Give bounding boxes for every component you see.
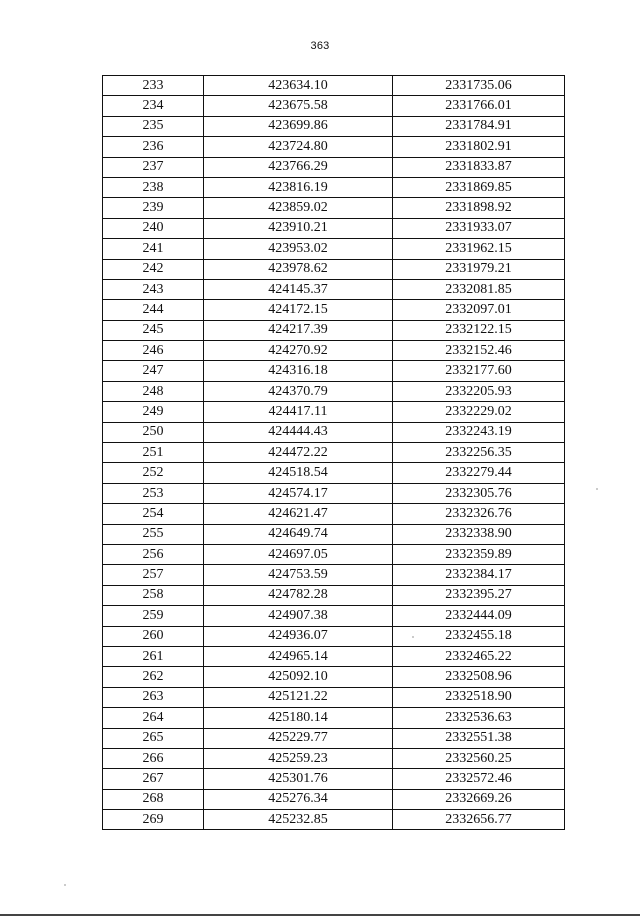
point-number-cell: 237	[103, 157, 204, 177]
point-number-cell: 268	[103, 789, 204, 809]
point-number-cell: 257	[103, 565, 204, 585]
table-row	[103, 626, 565, 646]
x-coordinate-cell: 423724.80	[204, 137, 393, 157]
x-coordinate-cell: 424574.17	[204, 483, 393, 503]
x-coordinate-cell: 424417.11	[204, 402, 393, 422]
x-coordinate-cell: 424782.28	[204, 585, 393, 605]
point-number-cell: 267	[103, 769, 204, 789]
table-row	[103, 483, 565, 503]
table-row	[103, 177, 565, 197]
x-coordinate-cell: 424444.43	[204, 422, 393, 442]
table-row	[103, 504, 565, 524]
point-number-cell: 264	[103, 708, 204, 728]
point-number-cell: 243	[103, 279, 204, 299]
point-number-cell: 250	[103, 422, 204, 442]
y-coordinate-cell: 2331979.21	[393, 259, 565, 279]
x-coordinate-cell: 424621.47	[204, 504, 393, 524]
point-number-cell: 246	[103, 341, 204, 361]
table-row	[103, 646, 565, 666]
x-coordinate-cell: 424965.14	[204, 646, 393, 666]
x-coordinate-cell: 423910.21	[204, 218, 393, 238]
point-number-cell: 235	[103, 116, 204, 136]
x-coordinate-cell: 424217.39	[204, 320, 393, 340]
point-number-cell: 248	[103, 381, 204, 401]
table-row	[103, 279, 565, 299]
point-number-cell: 247	[103, 361, 204, 381]
y-coordinate-cell: 2332081.85	[393, 279, 565, 299]
y-coordinate-cell: 2331802.91	[393, 137, 565, 157]
table-row	[103, 544, 565, 564]
table-row	[103, 687, 565, 707]
x-coordinate-cell: 424316.18	[204, 361, 393, 381]
x-coordinate-cell: 424145.37	[204, 279, 393, 299]
point-number-cell: 251	[103, 443, 204, 463]
point-number-cell: 263	[103, 687, 204, 707]
y-coordinate-cell: 2332508.96	[393, 667, 565, 687]
x-coordinate-cell: 425229.77	[204, 728, 393, 748]
y-coordinate-cell: 2332338.90	[393, 524, 565, 544]
x-coordinate-cell: 425180.14	[204, 708, 393, 728]
table-row	[103, 96, 565, 116]
point-number-cell: 253	[103, 483, 204, 503]
x-coordinate-cell: 425276.34	[204, 789, 393, 809]
y-coordinate-cell: 2332551.38	[393, 728, 565, 748]
table-row	[103, 320, 565, 340]
y-coordinate-cell: 2332465.22	[393, 646, 565, 666]
y-coordinate-cell: 2332572.46	[393, 769, 565, 789]
table-row	[103, 259, 565, 279]
scan-speck	[596, 488, 598, 490]
table-row	[103, 443, 565, 463]
y-coordinate-cell: 2332229.02	[393, 402, 565, 422]
y-coordinate-cell: 2331735.06	[393, 76, 565, 96]
point-number-cell: 233	[103, 76, 204, 96]
x-coordinate-cell: 424172.15	[204, 300, 393, 320]
x-coordinate-cell: 424518.54	[204, 463, 393, 483]
point-number-cell: 242	[103, 259, 204, 279]
y-coordinate-cell: 2331784.91	[393, 116, 565, 136]
point-number-cell: 262	[103, 667, 204, 687]
x-coordinate-cell: 423953.02	[204, 239, 393, 259]
point-number-cell: 254	[103, 504, 204, 524]
point-number-cell: 258	[103, 585, 204, 605]
y-coordinate-cell: 2331833.87	[393, 157, 565, 177]
point-number-cell: 265	[103, 728, 204, 748]
table-row	[103, 198, 565, 218]
x-coordinate-cell: 423634.10	[204, 76, 393, 96]
y-coordinate-cell: 2331869.85	[393, 177, 565, 197]
table-row	[103, 565, 565, 585]
x-coordinate-cell: 423978.62	[204, 259, 393, 279]
table-row	[103, 381, 565, 401]
y-coordinate-cell: 2332455.18	[393, 626, 565, 646]
table-row	[103, 748, 565, 768]
table-row	[103, 585, 565, 605]
point-number-cell: 259	[103, 606, 204, 626]
y-coordinate-cell: 2332152.46	[393, 341, 565, 361]
y-coordinate-cell: 2332395.27	[393, 585, 565, 605]
table-row	[103, 463, 565, 483]
y-coordinate-cell: 2332359.89	[393, 544, 565, 564]
x-coordinate-cell: 423699.86	[204, 116, 393, 136]
point-number-cell: 239	[103, 198, 204, 218]
y-coordinate-cell: 2332656.77	[393, 810, 565, 830]
bottom-page-edge	[0, 914, 640, 916]
table-row	[103, 341, 565, 361]
x-coordinate-cell: 425232.85	[204, 810, 393, 830]
table-row	[103, 810, 565, 830]
coordinates-table-body	[103, 76, 565, 830]
x-coordinate-cell: 424649.74	[204, 524, 393, 544]
point-number-cell: 236	[103, 137, 204, 157]
table-row	[103, 300, 565, 320]
x-coordinate-cell: 425301.76	[204, 769, 393, 789]
point-number-cell: 244	[103, 300, 204, 320]
y-coordinate-cell: 2332305.76	[393, 483, 565, 503]
point-number-cell: 238	[103, 177, 204, 197]
y-coordinate-cell: 2331962.15	[393, 239, 565, 259]
point-number-cell: 255	[103, 524, 204, 544]
y-coordinate-cell: 2332518.90	[393, 687, 565, 707]
point-number-cell: 261	[103, 646, 204, 666]
point-number-cell: 252	[103, 463, 204, 483]
point-number-cell: 245	[103, 320, 204, 340]
table-row	[103, 789, 565, 809]
table-row	[103, 728, 565, 748]
scan-speck	[64, 884, 66, 886]
point-number-cell: 269	[103, 810, 204, 830]
y-coordinate-cell: 2332279.44	[393, 463, 565, 483]
y-coordinate-cell: 2331766.01	[393, 96, 565, 116]
table-row	[103, 239, 565, 259]
x-coordinate-cell: 424270.92	[204, 341, 393, 361]
table-row	[103, 606, 565, 626]
y-coordinate-cell: 2332097.01	[393, 300, 565, 320]
x-coordinate-cell: 423675.58	[204, 96, 393, 116]
x-coordinate-cell: 424370.79	[204, 381, 393, 401]
x-coordinate-cell: 423859.02	[204, 198, 393, 218]
y-coordinate-cell: 2332256.35	[393, 443, 565, 463]
point-number-cell: 256	[103, 544, 204, 564]
y-coordinate-cell: 2332669.26	[393, 789, 565, 809]
table-row	[103, 524, 565, 544]
point-number-cell: 266	[103, 748, 204, 768]
table-row	[103, 667, 565, 687]
x-coordinate-cell: 424472.22	[204, 443, 393, 463]
x-coordinate-cell: 425121.22	[204, 687, 393, 707]
point-number-cell: 240	[103, 218, 204, 238]
y-coordinate-cell: 2332122.15	[393, 320, 565, 340]
y-coordinate-cell: 2331933.07	[393, 218, 565, 238]
page-number: 363	[310, 40, 330, 52]
x-coordinate-cell: 423816.19	[204, 177, 393, 197]
table-row	[103, 769, 565, 789]
point-number-cell: 249	[103, 402, 204, 422]
point-number-cell: 241	[103, 239, 204, 259]
x-coordinate-cell: 425259.23	[204, 748, 393, 768]
scan-speck	[412, 636, 414, 638]
y-coordinate-cell: 2332243.19	[393, 422, 565, 442]
point-number-cell: 260	[103, 626, 204, 646]
coordinates-table	[102, 75, 565, 830]
x-coordinate-cell: 424753.59	[204, 565, 393, 585]
table-row	[103, 422, 565, 442]
y-coordinate-cell: 2332177.60	[393, 361, 565, 381]
y-coordinate-cell: 2332205.93	[393, 381, 565, 401]
table-row	[103, 116, 565, 136]
y-coordinate-cell: 2332560.25	[393, 748, 565, 768]
x-coordinate-cell: 424697.05	[204, 544, 393, 564]
x-coordinate-cell: 423766.29	[204, 157, 393, 177]
x-coordinate-cell: 425092.10	[204, 667, 393, 687]
x-coordinate-cell: 424936.07	[204, 626, 393, 646]
table-row	[103, 402, 565, 422]
table-row	[103, 361, 565, 381]
table-row	[103, 218, 565, 238]
table-row	[103, 76, 565, 96]
x-coordinate-cell: 424907.38	[204, 606, 393, 626]
y-coordinate-cell: 2331898.92	[393, 198, 565, 218]
table-row	[103, 708, 565, 728]
y-coordinate-cell: 2332326.76	[393, 504, 565, 524]
y-coordinate-cell: 2332444.09	[393, 606, 565, 626]
table-row	[103, 137, 565, 157]
point-number-cell: 234	[103, 96, 204, 116]
y-coordinate-cell: 2332536.63	[393, 708, 565, 728]
table-row	[103, 157, 565, 177]
y-coordinate-cell: 2332384.17	[393, 565, 565, 585]
